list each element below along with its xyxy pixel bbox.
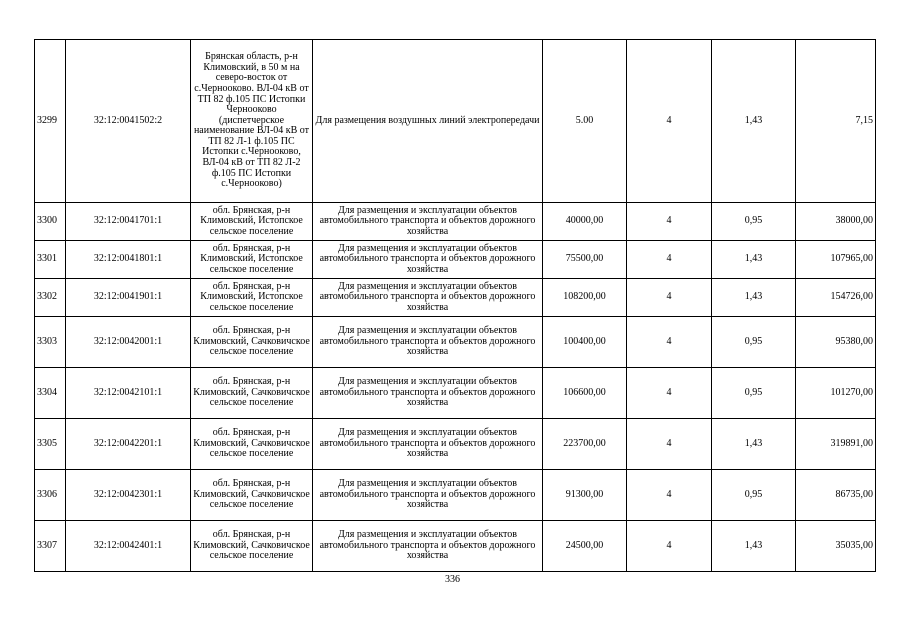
group-code-cell: 4 (627, 470, 712, 521)
table-row (35, 419, 876, 470)
coefficient-cell: 1,43 (712, 419, 796, 470)
permitted-use-cell: Для размещения воздушных линий электропередачи (313, 40, 543, 203)
cadastral-value-cell: 154726,00 (796, 279, 876, 317)
table-row (35, 241, 876, 279)
table-row (35, 317, 876, 368)
cadastral-number: 32:12:0042201:1 (66, 419, 191, 470)
table-row (35, 279, 876, 317)
row-number: 3303 (35, 317, 66, 368)
cadastral-number: 32:12:0041901:1 (66, 279, 191, 317)
cadastral-number: 32:12:0042101:1 (66, 368, 191, 419)
table-body (35, 40, 876, 572)
table-row (35, 40, 876, 203)
area-cell: 40000,00 (543, 203, 627, 241)
group-code-cell: 4 (627, 203, 712, 241)
row-number: 3299 (35, 40, 66, 203)
row-number: 3307 (35, 521, 66, 572)
coefficient-cell: 1,43 (712, 521, 796, 572)
area-cell: 100400,00 (543, 317, 627, 368)
table-row (35, 470, 876, 521)
area-cell: 223700,00 (543, 419, 627, 470)
area-cell: 106600,00 (543, 368, 627, 419)
table-row (35, 521, 876, 572)
row-number: 3300 (35, 203, 66, 241)
cadastral-number: 32:12:0041502:2 (66, 40, 191, 203)
cadastral-value-cell: 319891,00 (796, 419, 876, 470)
address-cell: обл. Брянская, р-н Климовский, Сачковичское сельское поселение (191, 521, 313, 572)
address-cell: Брянская область, р-н Климовский, в 50 м на северо-восток от с.Чернооково. ВЛ-04 кВ от ТП 82 ф.105 ПС Истопки Чернооково (диспетчерское наименование ВЛ-04 кВ от ТП 82 Л-1 ф.105 ПС Истопки с.Чернооково, ВЛ-04 кВ от ТП 82 Л-2 ф.105 ПС Истопки с.Чернооково) (191, 40, 313, 203)
cadastral-value-cell: 107965,00 (796, 241, 876, 279)
area-cell: 75500,00 (543, 241, 627, 279)
row-number: 3305 (35, 419, 66, 470)
page-number: 336 (445, 574, 460, 585)
permitted-use-cell: Для размещения и эксплуатации объектов автомобильного транспорта и объектов дорожного хозяйства (313, 317, 543, 368)
cadastral-number: 32:12:0041701:1 (66, 203, 191, 241)
coefficient-cell: 0,95 (712, 203, 796, 241)
permitted-use-cell: Для размещения и эксплуатации объектов автомобильного транспорта и объектов дорожного хозяйства (313, 241, 543, 279)
row-number: 3304 (35, 368, 66, 419)
area-cell: 24500,00 (543, 521, 627, 572)
area-cell: 91300,00 (543, 470, 627, 521)
permitted-use-cell: Для размещения и эксплуатации объектов автомобильного транспорта и объектов дорожного хозяйства (313, 419, 543, 470)
land-register-table (34, 39, 876, 572)
group-code-cell: 4 (627, 419, 712, 470)
cadastral-number: 32:12:0042001:1 (66, 317, 191, 368)
table-row (35, 203, 876, 241)
coefficient-cell: 0,95 (712, 470, 796, 521)
permitted-use-cell: Для размещения и эксплуатации объектов автомобильного транспорта и объектов дорожного хозяйства (313, 470, 543, 521)
permitted-use-cell: Для размещения и эксплуатации объектов автомобильного транспорта и объектов дорожного хозяйства (313, 368, 543, 419)
cadastral-value-cell: 95380,00 (796, 317, 876, 368)
row-number: 3301 (35, 241, 66, 279)
group-code-cell: 4 (627, 279, 712, 317)
group-code-cell: 4 (627, 40, 712, 203)
cadastral-value-cell: 7,15 (796, 40, 876, 203)
coefficient-cell: 1,43 (712, 241, 796, 279)
address-cell: обл. Брянская, р-н Климовский, Истопское сельское поселение (191, 279, 313, 317)
coefficient-cell: 0,95 (712, 317, 796, 368)
cadastral-number: 32:12:0042401:1 (66, 521, 191, 572)
cadastral-value-cell: 38000,00 (796, 203, 876, 241)
group-code-cell: 4 (627, 521, 712, 572)
cadastral-number: 32:12:0042301:1 (66, 470, 191, 521)
permitted-use-cell: Для размещения и эксплуатации объектов автомобильного транспорта и объектов дорожного хозяйства (313, 279, 543, 317)
address-cell: обл. Брянская, р-н Климовский, Истопское сельское поселение (191, 241, 313, 279)
cadastral-value-cell: 35035,00 (796, 521, 876, 572)
coefficient-cell: 1,43 (712, 40, 796, 203)
group-code-cell: 4 (627, 368, 712, 419)
coefficient-cell: 0,95 (712, 368, 796, 419)
table-row (35, 368, 876, 419)
address-cell: обл. Брянская, р-н Климовский, Истопское сельское поселение (191, 203, 313, 241)
address-cell: обл. Брянская, р-н Климовский, Сачковичское сельское поселение (191, 419, 313, 470)
row-number: 3306 (35, 470, 66, 521)
permitted-use-cell: Для размещения и эксплуатации объектов автомобильного транспорта и объектов дорожного хозяйства (313, 203, 543, 241)
group-code-cell: 4 (627, 241, 712, 279)
address-cell: обл. Брянская, р-н Климовский, Сачковичское сельское поселение (191, 317, 313, 368)
address-cell: обл. Брянская, р-н Климовский, Сачковичское сельское поселение (191, 470, 313, 521)
area-cell: 108200,00 (543, 279, 627, 317)
cadastral-value-cell: 86735,00 (796, 470, 876, 521)
cadastral-value-cell: 101270,00 (796, 368, 876, 419)
cadastral-number: 32:12:0041801:1 (66, 241, 191, 279)
group-code-cell: 4 (627, 317, 712, 368)
permitted-use-cell: Для размещения и эксплуатации объектов автомобильного транспорта и объектов дорожного хозяйства (313, 521, 543, 572)
area-cell: 5.00 (543, 40, 627, 203)
address-cell: обл. Брянская, р-н Климовский, Сачковичское сельское поселение (191, 368, 313, 419)
coefficient-cell: 1,43 (712, 279, 796, 317)
row-number: 3302 (35, 279, 66, 317)
